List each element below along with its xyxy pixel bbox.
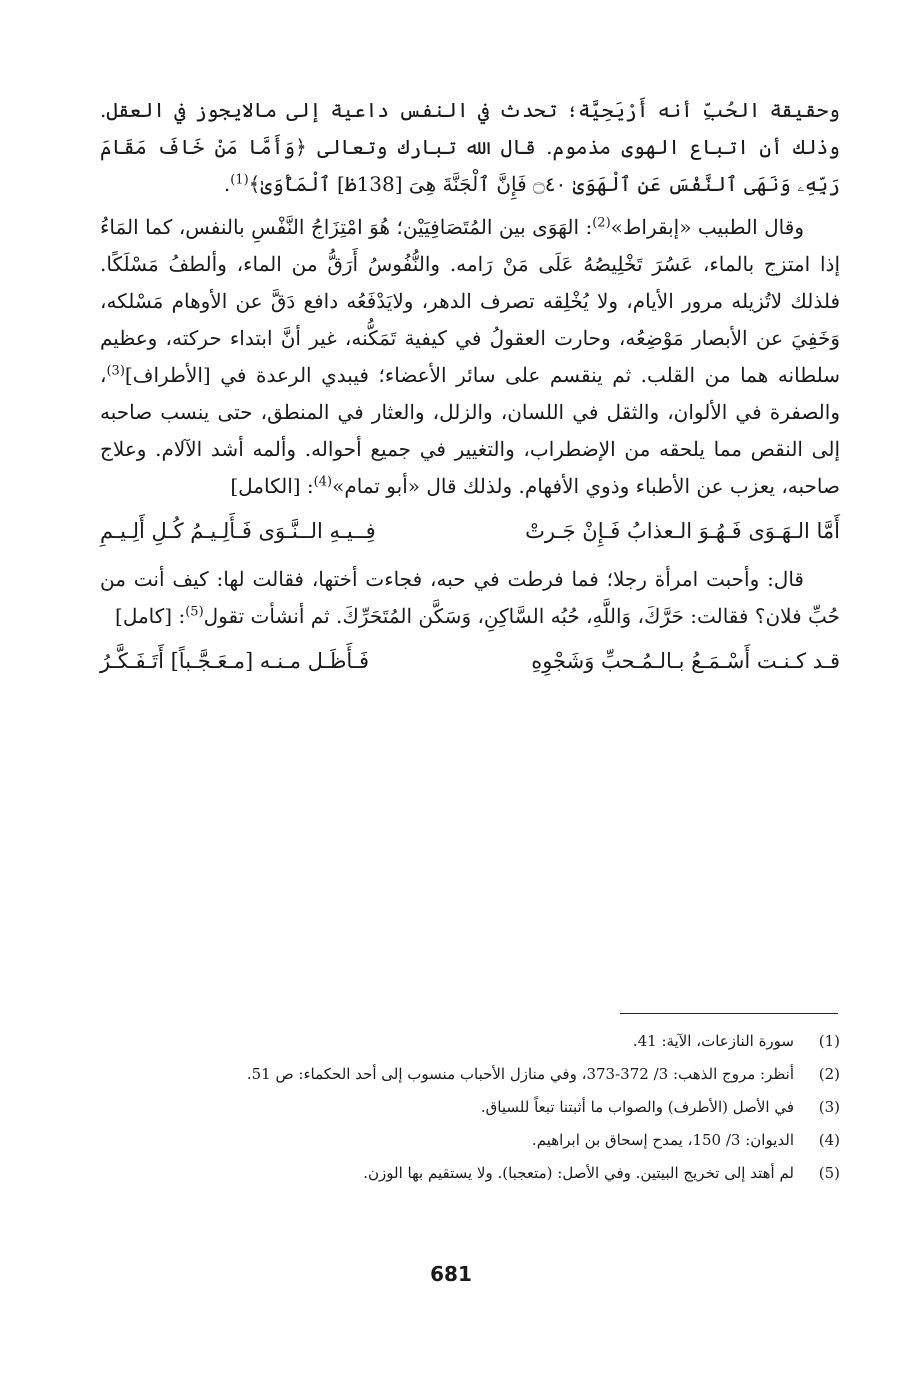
footnote-ref-4[interactable]: (4) [313,474,333,490]
footnote-ref-5[interactable]: (5) [185,604,204,620]
footnote-text: لم أهتد إلى تخريج البيتين. وفي الأصل: (متعجبا). ولا يستقيم بها الوزن. [363,1164,794,1182]
verse-2 [100,641,840,681]
footnote-ref-2[interactable]: (2) [592,215,611,231]
paragraph-2-meter: : [الكامل] [230,474,314,498]
footnote-ref-3[interactable]: (3) [106,363,125,379]
footnote-1 [100,1028,840,1055]
footnote-number: (5) [818,1164,840,1182]
paragraph-3-meter: : [كامل] [115,604,186,628]
footnotes [100,1028,840,1193]
footnote-2 [100,1061,840,1088]
footnote-divider [620,1013,838,1014]
verse-1-first-hemistich: أَمَّا الـهَـوَى فَـهُـوَ الـعذابُ فَـإِنْ جَـرتْ [525,519,840,543]
paragraph-2-body-2: ، والصفرة في الألوان، والثقل في اللسان، والزلل، والعثار في المنطق، حتى ينسب صاحبه إلى النقص مما يلحقه من الإضطراب، والتغيير في جميع أحواله. وألمه أشد الآلام. وعلاج صاحبه، يعزب عن الأطباء وذوي الأفهام. ولذلك قال «أبو تمام» [100,363,841,498]
footnote-4 [100,1127,840,1154]
footnote-3 [100,1094,840,1121]
footnote-number: (4) [818,1131,840,1149]
footnote-number: (2) [818,1065,840,1083]
footnote-number: (3) [818,1098,840,1116]
paragraph-1-tail: . [223,172,231,196]
paragraph-3 [100,561,840,635]
paragraph-2 [100,209,840,505]
paragraph-2-text: وقال الطبيب «إبقراط» [610,215,804,239]
verse-2-first-hemistich: قـد كـنـت أَسْـمَـعُ بـالـمُـحبِّ وَشَجْوِهِ [531,649,840,673]
page-number: 681 [430,1262,472,1286]
verse-2-second-hemistich: فَـأَظَـل مـنـه [مـعَـجَّـباً] أَتَـفَـكَّـرُ [100,649,369,673]
footnote-text: الديوان: 3/ 150، يمدح إسحاق بن ابراهيم. [531,1131,794,1149]
paragraph-1-text: وحقيقة الحُبِّ أنه أَرْيَحِيَّة؛ تحدث في النفس داعية إلى مالايجوز في العقل. وذلك أن اتباع الهوى مذموم. قال الله تبارك وتعالى ﴿وَأَمَّا مَنْ خَافَ مَقَامَ رَبِّهِۦ وَنَهَى ٱلنَّفْسَ عَنِ ٱلْهَوَىٰ ۝٤٠ فَإِنَّ ٱلْجَنَّةَ هِىَ [138ظ] ٱلْمَأْوَىٰ﴾ [100,98,840,196]
footnote-5 [100,1160,840,1187]
footnote-text: سورة النازعات، الآية: 41. [632,1032,794,1050]
verse-1 [100,511,840,551]
footnote-text: في الأصل (الأطرف) والصواب ما أثبتنا تبعاً للسياق. [480,1098,794,1116]
footnote-text: أنظر: مروج الذهب: 3/ 372-373، وفي منازل الأحباب منسوب إلى أحد الحكماء: ص 51. [246,1065,794,1083]
verse-1-second-hemistich: فِــيـهِ الــنَّـوَى فَـأَلِـيـمُ كُـلِ أَلِـيـمِ [100,519,376,543]
footnote-ref-1[interactable]: (1) [230,172,249,188]
paragraph-1 [100,92,840,203]
paragraph-3-text: قال: وأحبت امرأة رجلا؛ فما فرطت في حبه، فجاءت أختها، فقالت لها: كيف أنت من حُبِّ فلان؟ فقالت: حَرَّكَ، وَاللَّهِ، حُبُه السَّاكِنِ، وَسَكَّن المُتَحَرِّكَ. ثم أنشأت تقول [100,567,840,628]
page-body [100,92,840,691]
paragraph-2-body: : الهَوَى بين المُتَصَافِيَيْن؛ هُوَ امْتِزَاجُ النَّفْسِ بالنفس، كما المَاءُ إذا امتزج بالماء، عَسُرَ تَخْلِيصُهُ عَلَى مَنْ رَامه. والنُّفُوسُ أَرَقُّ من الماء، وألطفُ مَسْلَكًا. فلذلك لاتُزيله مرور الأيام، ولا يُخْلِقه تصرف الدهر، ولايَدْفَعُه دافع دَقَّ عن الأوهام مَسْلكه، وَخَفِيَ عن الأبصار مَوْضِعُه، وحارت العقولُ في كيفية تَمَكُّنه، غير أنَّ ابتداء حركته، وعظيم سلطانه هما من القلب. ثم ينقسم على سائر الأعضاء؛ فيبدي الرعدة في [الأطراف] [100,215,840,387]
footnote-number: (1) [818,1032,840,1050]
